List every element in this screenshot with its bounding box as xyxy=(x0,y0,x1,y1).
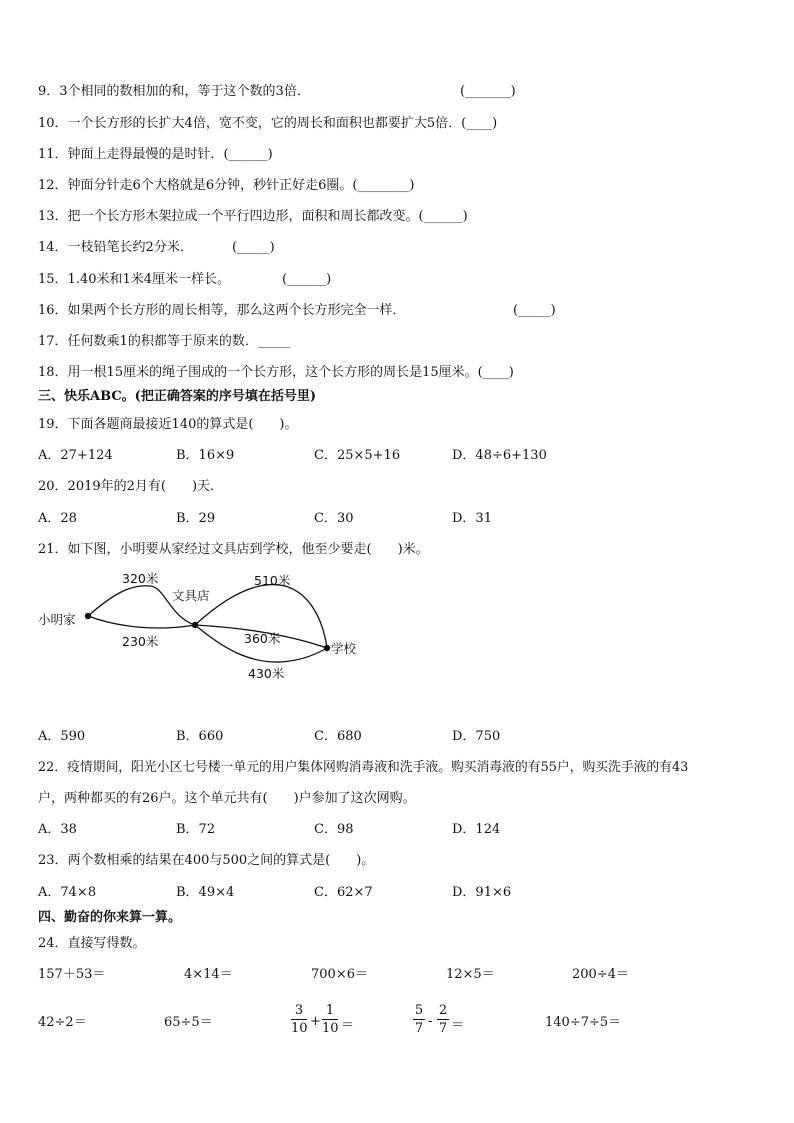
minus-sign: - xyxy=(428,1014,433,1029)
option-22-b[interactable]: B．72 xyxy=(176,822,216,837)
option-23-c[interactable]: C．62×7 xyxy=(314,885,373,900)
option-20-a[interactable]: A．28 xyxy=(38,511,77,526)
question-12: 12．钟面分针走6个大格就是6分钟，秒针正好走6圈。(________) xyxy=(38,178,415,193)
calc-4[interactable]: 12×5＝ xyxy=(446,967,495,982)
option-23-d[interactable]: D．91×6 xyxy=(452,885,512,900)
label-360: 360米 xyxy=(244,631,281,646)
option-19-c[interactable]: C．25×5+16 xyxy=(314,448,401,463)
plus-sign: + xyxy=(310,1014,321,1029)
question-18: 18．用一根15厘米的绳子围成的一个长方形，这个长方形的周长是15厘米。(____) xyxy=(38,365,514,380)
store-dot xyxy=(192,622,198,628)
option-20-b[interactable]: B．29 xyxy=(176,511,216,526)
question-15: 15．1.40米和1米4厘米一样长。 xyxy=(38,272,231,287)
question-19: 19．下面各题商最接近140的算式是( )。 xyxy=(38,417,298,432)
section-4-title: 四、勤奋的你来算一算。 xyxy=(38,910,182,925)
calc-10[interactable]: 140÷7÷5＝ xyxy=(545,1015,622,1030)
question-14: 14．一枝铅笔长约2分米． xyxy=(38,240,193,255)
fraction-5-7: $\frac{5}{7}$ xyxy=(414,1003,424,1036)
option-21-d[interactable]: D．750 xyxy=(452,729,501,744)
calc-6[interactable]: 42÷2＝ xyxy=(38,1015,87,1030)
question-10: 10．一个长方形的长扩大4倍，宽不变，它的周长和面积也都要扩大5倍．(____) xyxy=(38,116,498,131)
label-230: 230米 xyxy=(122,634,159,649)
calc-fraction-2[interactable] xyxy=(413,1003,483,1043)
option-22-c[interactable]: C．98 xyxy=(314,822,354,837)
answer-blank-15[interactable]: (______) xyxy=(282,272,332,287)
label-store: 文具店 xyxy=(172,588,210,603)
question-9: 9．3个相同的数相加的和，等于这个数的3倍． xyxy=(38,84,310,99)
calc-1[interactable]: 157＋53＝ xyxy=(38,967,106,982)
route-lower-left xyxy=(88,616,195,628)
equals-sign: ＝ xyxy=(451,1018,465,1033)
question-16: 16．如果两个长方形的周长相等，那么这两个长方形完全一样． xyxy=(38,303,406,318)
option-21-a[interactable]: A．590 xyxy=(38,729,86,744)
question-13: 13．把一个长方形木架拉成一个平行四边形，面积和周长都改变。(______) xyxy=(38,209,468,224)
option-20-d[interactable]: D．31 xyxy=(452,511,492,526)
label-320: 320米 xyxy=(122,571,159,586)
fraction-3-10: $\frac{3}{10}$ xyxy=(291,1003,308,1036)
label-510: 510米 xyxy=(254,573,291,588)
option-20-c[interactable]: C．30 xyxy=(314,511,354,526)
home-dot xyxy=(85,613,91,619)
option-23-b[interactable]: B．49×4 xyxy=(176,885,235,900)
question-23: 23．两个数相乘的结果在400与500之间的算式是( )。 xyxy=(38,853,375,868)
option-19-b[interactable]: B．16×9 xyxy=(176,448,235,463)
route-diagram xyxy=(30,565,370,685)
option-22-d[interactable]: D．124 xyxy=(452,822,501,837)
answer-blank-9[interactable]: (_______) xyxy=(460,84,516,99)
answer-blank-16[interactable]: (_____) xyxy=(513,303,556,318)
option-23-a[interactable]: A．74×8 xyxy=(38,885,97,900)
answer-blank-14[interactable]: (_____) xyxy=(232,240,275,255)
option-19-d[interactable]: D．48÷6+130 xyxy=(452,448,547,463)
question-24: 24．直接写得数。 xyxy=(38,936,146,951)
section-3-title: 三、快乐ABC。(把正确答案的序号填在括号里) xyxy=(38,389,316,404)
question-21: 21．如下图，小明要从家经过文具店到学校，他至少要走( )米。 xyxy=(38,542,429,557)
question-22-line-2: 户，两种都买的有26户。这个单元共有( )户参加了这次网购。 xyxy=(38,791,416,806)
question-22-line-1: 22．疫情期间，阳光小区七号楼一单元的用户集体网购消毒液和洗手液。购买消毒液的有55户，购买洗手液的有43 xyxy=(38,760,689,775)
calc-5[interactable]: 200÷4＝ xyxy=(572,967,629,982)
label-430: 430米 xyxy=(248,666,285,681)
calc-7[interactable]: 65÷5＝ xyxy=(164,1015,213,1030)
calc-3[interactable]: 700×6＝ xyxy=(311,967,368,982)
option-21-b[interactable]: B．660 xyxy=(176,729,224,744)
fraction-1-10: $\frac{1}{10}$ xyxy=(322,1003,339,1036)
school-dot xyxy=(324,645,330,651)
label-home: 小明家 xyxy=(38,612,76,627)
question-11: 11．钟面上走得最慢的是时针．(______) xyxy=(38,147,273,162)
question-20: 20．2019年的2月有( )天． xyxy=(38,479,224,494)
equals-sign: ＝ xyxy=(341,1018,355,1033)
option-21-c[interactable]: C．680 xyxy=(314,729,362,744)
calc-2[interactable]: 4×14＝ xyxy=(184,967,233,982)
label-school: 学校 xyxy=(331,641,357,656)
calc-fraction-1[interactable] xyxy=(291,1003,371,1043)
fraction-2-7: $\frac{2}{7}$ xyxy=(438,1003,448,1036)
option-19-a[interactable]: A．27+124 xyxy=(38,448,113,463)
question-17: 17．任何数乘1的积都等于原来的数．_____ xyxy=(38,334,291,349)
option-22-a[interactable]: A．38 xyxy=(38,822,77,837)
